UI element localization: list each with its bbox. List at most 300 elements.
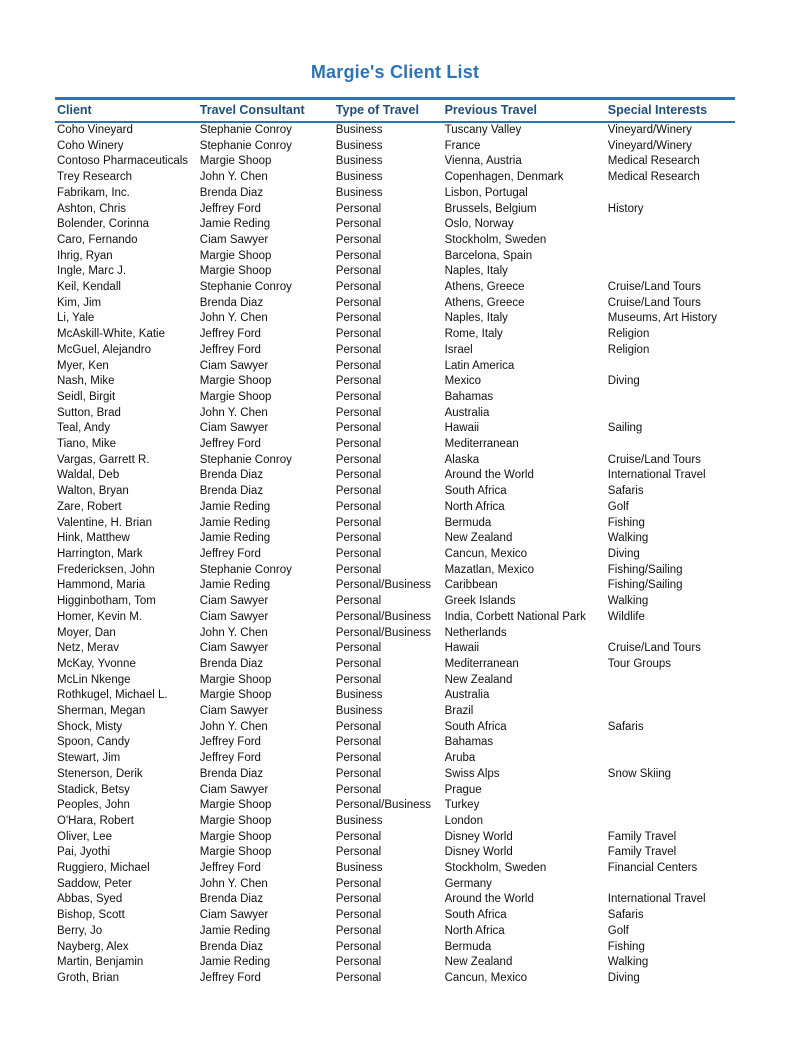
table-cell: France <box>444 139 481 152</box>
table-cell: Fishing/Sailing <box>607 563 683 576</box>
table-cell: Around the World <box>444 893 534 906</box>
table-cell: Personal <box>335 736 382 749</box>
table-cell: Sherman, Megan <box>57 705 146 718</box>
client-list-table <box>55 97 735 987</box>
table-row <box>55 453 735 469</box>
table-cell: Personal <box>335 595 382 608</box>
table-cell: Personal <box>335 296 382 309</box>
table-row <box>55 359 735 375</box>
table-row <box>55 673 735 689</box>
table-row <box>55 249 735 265</box>
table-cell: Saddow, Peter <box>57 877 132 890</box>
table-cell <box>606 673 735 689</box>
table-row <box>55 217 735 233</box>
table-cell: Stephanie Conroy <box>199 281 292 294</box>
table-cell: Vineyard/Winery <box>607 139 692 152</box>
table-cell: Stenerson, Derik <box>57 767 143 780</box>
table-cell: Margie Shoop <box>199 846 272 859</box>
table-cell: London <box>444 814 483 827</box>
table-cell: Personal <box>335 720 382 733</box>
table-cell: Margie Shoop <box>199 830 272 843</box>
table-cell: Vargas, Garrett R. <box>57 453 150 466</box>
table-cell: Stewart, Jim <box>57 752 121 765</box>
table-cell: John Y. Chen <box>199 877 268 890</box>
table-cell: Jeffrey Ford <box>199 736 261 749</box>
table-row <box>55 688 735 704</box>
table-cell: International Travel <box>607 469 706 482</box>
table-cell: Jamie Reding <box>199 579 271 592</box>
table-cell: Bahamas <box>444 390 494 403</box>
table-row <box>55 877 735 893</box>
table-cell: Ingle, Marc J. <box>57 265 127 278</box>
table-cell: Fredericksen, John <box>57 563 155 576</box>
table-cell: Religion <box>607 328 650 341</box>
table-cell: Hawaii <box>444 422 480 435</box>
table-row <box>55 154 735 170</box>
table-cell: Martin, Benjamin <box>57 956 144 969</box>
table-row <box>55 830 735 846</box>
table-row <box>55 327 735 343</box>
table-cell: Jamie Reding <box>199 218 271 231</box>
table-cell: Jamie Reding <box>199 532 271 545</box>
table-row <box>55 814 735 830</box>
table-cell: Personal <box>335 438 382 451</box>
table-cell: Margie Shoop <box>199 249 272 262</box>
table-cell: Margie Shoop <box>199 375 272 388</box>
table-cell: Personal/Business <box>335 799 432 812</box>
table-cell: Diving <box>607 547 640 560</box>
table-cell <box>606 751 735 767</box>
table-cell: Fabrikam, Inc. <box>57 186 130 199</box>
table-cell: Cancun, Mexico <box>444 971 528 984</box>
table-cell: Ciam Sawyer <box>199 359 269 372</box>
table-cell: Margie Shoop <box>199 155 272 168</box>
table-cell: Valentine, H. Brian <box>57 516 153 529</box>
table-cell: Family Travel <box>607 846 677 859</box>
table-cell: Museums, Art History <box>607 312 718 325</box>
table-cell: Margie Shoop <box>199 390 272 403</box>
table-cell: Netz, Merav <box>57 642 119 655</box>
table-cell: Walton, Bryan <box>57 485 129 498</box>
table-cell: Disney World <box>444 846 513 859</box>
table-cell: Kim, Jim <box>57 296 102 309</box>
table-cell: Personal <box>335 218 382 231</box>
table-cell <box>606 437 735 453</box>
table-cell: John Y. Chen <box>199 312 268 325</box>
table-cell: Brenda Diaz <box>199 657 264 670</box>
table-cell: O'Hara, Robert <box>57 814 134 827</box>
table-cell: Personal <box>335 328 382 341</box>
column-header-client: Client <box>57 103 92 117</box>
table-cell: Personal/Business <box>335 610 432 623</box>
table-cell: Personal <box>335 752 382 765</box>
table-cell: Personal <box>335 547 382 560</box>
table-cell <box>606 217 735 233</box>
table-cell: Jeffrey Ford <box>199 438 261 451</box>
table-cell: Personal <box>335 281 382 294</box>
table-cell: Personal <box>335 893 382 906</box>
table-cell <box>606 735 735 751</box>
table-cell <box>606 783 735 799</box>
table-cell: Business <box>335 705 383 718</box>
column-header-special-interests: Special Interests <box>607 103 708 117</box>
table-cell: Higginbotham, Tom <box>57 595 156 608</box>
table-cell: Jeffrey Ford <box>199 343 261 356</box>
table-cell: Lisbon, Portugal <box>444 186 528 199</box>
table-row <box>55 594 735 610</box>
table-cell: Ashton, Chris <box>57 202 127 215</box>
table-row <box>55 170 735 186</box>
table-cell: Personal <box>335 909 382 922</box>
table-row <box>55 720 735 736</box>
table-cell: New Zealand <box>444 673 513 686</box>
table-cell: Walking <box>607 595 649 608</box>
table-cell: Vineyard/Winery <box>607 124 692 136</box>
table-cell: Homer, Kevin M. <box>57 610 142 623</box>
table-cell: International Travel <box>607 893 706 906</box>
table-cell: Israel <box>444 343 473 356</box>
table-cell: Diving <box>607 375 640 388</box>
table-cell: Rothkugel, Michael L. <box>57 689 168 702</box>
table-cell: Personal <box>335 563 382 576</box>
table-cell: Naples, Italy <box>444 312 508 325</box>
table-cell: Personal <box>335 657 382 670</box>
table-cell: Sutton, Brad <box>57 406 121 419</box>
table-cell: Caro, Fernando <box>57 233 138 246</box>
table-row <box>55 343 735 359</box>
table-cell: Oliver, Lee <box>57 830 112 843</box>
table-cell: Fishing/Sailing <box>607 579 683 592</box>
table-cell: Personal <box>335 249 382 262</box>
table-cell: Safaris <box>607 909 644 922</box>
table-cell: Personal <box>335 469 382 482</box>
table-cell: Personal <box>335 642 382 655</box>
table-cell <box>606 186 735 202</box>
table-cell: Rome, Italy <box>444 328 503 341</box>
table-cell: Hammond, Maria <box>57 579 146 592</box>
table-cell: Jeffrey Ford <box>199 547 261 560</box>
table-cell: Mexico <box>444 375 482 388</box>
table-cell: Ciam Sawyer <box>199 610 269 623</box>
column-header-type-of-travel: Type of Travel <box>335 103 419 117</box>
table-cell: Zare, Robert <box>57 500 122 513</box>
table-cell: Personal <box>335 500 382 513</box>
table-cell: Personal <box>335 956 382 969</box>
column-header-previous-travel: Previous Travel <box>444 103 538 117</box>
table-cell: Brazil <box>444 705 474 718</box>
table-cell: Brenda Diaz <box>199 186 264 199</box>
table-cell: Personal <box>335 673 382 686</box>
table-row <box>55 484 735 500</box>
table-cell: John Y. Chen <box>199 406 268 419</box>
table-cell: Personal <box>335 971 382 984</box>
table-cell: John Y. Chen <box>199 171 268 184</box>
table-cell <box>606 359 735 375</box>
table-cell: Ciam Sawyer <box>199 783 269 796</box>
table-cell: Jamie Reding <box>199 516 271 529</box>
table-cell: Coho Vineyard <box>57 124 133 136</box>
table-cell: Personal <box>335 312 382 325</box>
table-row <box>55 516 735 532</box>
table-cell: Margie Shoop <box>199 265 272 278</box>
table-cell <box>606 626 735 642</box>
table-cell <box>606 233 735 249</box>
table-cell: Stockholm, Sweden <box>444 233 547 246</box>
table-cell <box>606 798 735 814</box>
table-cell: Mediterranean <box>444 438 519 451</box>
table-cell: Personal <box>335 485 382 498</box>
table-cell: Personal <box>335 830 382 843</box>
table-cell: Brenda Diaz <box>199 767 264 780</box>
table-cell: Tour Groups <box>607 657 672 670</box>
table-row <box>55 139 735 155</box>
table-cell: Sailing <box>607 422 643 435</box>
table-cell: Margie Shoop <box>199 673 272 686</box>
table-cell: Fishing <box>607 516 645 529</box>
table-row <box>55 122 735 139</box>
table-cell: Cruise/Land Tours <box>607 281 701 294</box>
table-cell: North Africa <box>444 500 505 513</box>
table-row <box>55 311 735 327</box>
table-cell: Ciam Sawyer <box>199 595 269 608</box>
table-cell: Personal <box>335 265 382 278</box>
table-row <box>55 767 735 783</box>
table-cell: Hawaii <box>444 642 480 655</box>
table-cell: Athens, Greece <box>444 281 525 294</box>
table-cell: Cancun, Mexico <box>444 547 528 560</box>
table-cell: Germany <box>444 877 492 890</box>
table-cell: Personal <box>335 422 382 435</box>
table-cell: Personal <box>335 453 382 466</box>
table-cell: Business <box>335 862 383 875</box>
table-cell: Financial Centers <box>607 862 698 875</box>
table-cell <box>606 688 735 704</box>
table-cell: Religion <box>607 343 650 356</box>
table-cell: Athens, Greece <box>444 296 525 309</box>
table-cell: Pai, Jyothi <box>57 846 111 859</box>
table-cell: Personal <box>335 390 382 403</box>
table-cell: Personal <box>335 877 382 890</box>
table-row <box>55 626 735 642</box>
table-cell: Trey Research <box>57 171 132 184</box>
table-cell: Business <box>335 171 383 184</box>
table-cell: Medical Research <box>607 171 700 184</box>
table-row <box>55 657 735 673</box>
table-row <box>55 374 735 390</box>
table-cell: Family Travel <box>607 830 677 843</box>
table-cell: Brenda Diaz <box>199 485 264 498</box>
table-cell: Jamie Reding <box>199 956 271 969</box>
table-cell: Medical Research <box>607 155 700 168</box>
table-row <box>55 296 735 312</box>
table-cell: Naples, Italy <box>444 265 508 278</box>
table-cell: Groth, Brian <box>57 971 119 984</box>
table-cell: Diving <box>607 971 640 984</box>
table-cell: Golf <box>607 924 629 937</box>
table-cell: Jeffrey Ford <box>199 752 261 765</box>
table-cell: Walking <box>607 532 649 545</box>
table-cell: Turkey <box>444 799 480 812</box>
table-cell: Jeffrey Ford <box>199 862 261 875</box>
table-cell: South Africa <box>444 909 507 922</box>
table-cell: Keil, Kendall <box>57 281 121 294</box>
table-cell: Ciam Sawyer <box>199 233 269 246</box>
table-row <box>55 202 735 218</box>
table-cell: Personal <box>335 375 382 388</box>
table-cell: Australia <box>444 406 490 419</box>
table-cell: McKay, Yvonne <box>57 657 136 670</box>
table-row <box>55 751 735 767</box>
table-cell: Personal <box>335 359 382 372</box>
client-table-body <box>55 122 735 987</box>
table-row <box>55 783 735 799</box>
table-cell: Personal <box>335 202 382 215</box>
table-cell: Walking <box>607 956 649 969</box>
table-cell: Shock, Misty <box>57 720 123 733</box>
table-row <box>55 468 735 484</box>
table-row <box>55 437 735 453</box>
table-cell: Wildlife <box>607 610 645 623</box>
table-cell: Ciam Sawyer <box>199 705 269 718</box>
table-row <box>55 233 735 249</box>
table-cell: Stephanie Conroy <box>199 453 292 466</box>
table-cell: Australia <box>444 689 490 702</box>
table-cell: Swiss Alps <box>444 767 500 780</box>
table-row <box>55 563 735 579</box>
table-cell: Bermuda <box>444 516 492 529</box>
table-header-row <box>55 99 735 123</box>
table-cell <box>606 877 735 893</box>
table-cell: Golf <box>607 500 629 513</box>
table-cell: Business <box>335 814 383 827</box>
table-cell: Barcelona, Spain <box>444 249 533 262</box>
table-cell: Oslo, Norway <box>444 218 514 231</box>
table-cell: Cruise/Land Tours <box>607 296 701 309</box>
table-cell: John Y. Chen <box>199 720 268 733</box>
table-cell: Business <box>335 124 383 136</box>
table-cell: McAskill-White, Katie <box>57 328 165 341</box>
table-header <box>55 99 735 123</box>
table-cell: Jeffrey Ford <box>199 971 261 984</box>
table-row <box>55 531 735 547</box>
table-cell: Personal <box>335 532 382 545</box>
table-cell: Alaska <box>444 453 480 466</box>
table-cell: Personal <box>335 767 382 780</box>
table-cell: Ciam Sawyer <box>199 642 269 655</box>
table-cell: Cruise/Land Tours <box>607 453 701 466</box>
table-cell: North Africa <box>444 924 505 937</box>
table-cell: Netherlands <box>444 626 507 639</box>
table-cell: Margie Shoop <box>199 689 272 702</box>
table-cell: Around the World <box>444 469 534 482</box>
table-cell: John Y. Chen <box>199 626 268 639</box>
table-row <box>55 735 735 751</box>
table-cell: Stadick, Betsy <box>57 783 130 796</box>
table-row <box>55 610 735 626</box>
table-cell: Latin America <box>444 359 515 372</box>
table-row <box>55 861 735 877</box>
table-cell: Disney World <box>444 830 513 843</box>
table-cell: Hink, Matthew <box>57 532 130 545</box>
table-cell: Brenda Diaz <box>199 940 264 953</box>
table-row <box>55 406 735 422</box>
table-row <box>55 500 735 516</box>
column-header-travel-consultant: Travel Consultant <box>199 103 305 117</box>
table-cell: Nayberg, Alex <box>57 940 129 953</box>
table-row <box>55 280 735 296</box>
table-cell: Mediterranean <box>444 657 519 670</box>
table-cell: Personal <box>335 846 382 859</box>
table-cell: Business <box>335 186 383 199</box>
table-cell: Stockholm, Sweden <box>444 862 547 875</box>
table-cell: Safaris <box>607 485 644 498</box>
table-cell: Tuscany Valley <box>444 124 522 136</box>
table-cell: McLin Nkenge <box>57 673 131 686</box>
table-cell: Stephanie Conroy <box>199 139 292 152</box>
table-row <box>55 704 735 720</box>
table-cell: Aruba <box>444 752 476 765</box>
table-cell: Jeffrey Ford <box>199 202 261 215</box>
table-cell: Ciam Sawyer <box>199 909 269 922</box>
table-cell: Personal <box>335 783 382 796</box>
table-cell: Vienna, Austria <box>444 155 522 168</box>
table-cell: South Africa <box>444 720 507 733</box>
table-cell: Safaris <box>607 720 644 733</box>
table-cell: Brussels, Belgium <box>444 202 537 215</box>
table-cell: Margie Shoop <box>199 814 272 827</box>
table-cell: Personal/Business <box>335 626 432 639</box>
table-row <box>55 892 735 908</box>
table-cell <box>606 406 735 422</box>
table-cell: Business <box>335 155 383 168</box>
table-cell: Prague <box>444 783 482 796</box>
table-cell <box>606 814 735 830</box>
table-cell: Business <box>335 689 383 702</box>
table-row <box>55 390 735 406</box>
table-row <box>55 924 735 940</box>
table-cell: Caribbean <box>444 579 498 592</box>
table-cell: Peoples, John <box>57 799 130 812</box>
table-row <box>55 641 735 657</box>
table-cell: McGuel, Alejandro <box>57 343 151 356</box>
table-cell: Stephanie Conroy <box>199 124 292 136</box>
table-cell: Snow Skiing <box>607 767 672 780</box>
table-cell: South Africa <box>444 485 507 498</box>
table-cell: Brenda Diaz <box>199 296 264 309</box>
table-cell: Stephanie Conroy <box>199 563 292 576</box>
table-cell: Personal <box>335 406 382 419</box>
table-cell: Jamie Reding <box>199 500 271 513</box>
table-cell: Personal <box>335 516 382 529</box>
table-cell <box>606 264 735 280</box>
table-cell: Personal <box>335 233 382 246</box>
table-row <box>55 578 735 594</box>
table-row <box>55 971 735 987</box>
table-cell: Harrington, Mark <box>57 547 143 560</box>
table-cell: Nash, Mike <box>57 375 115 388</box>
table-cell: Li, Yale <box>57 312 95 325</box>
table-cell: Waldal, Deb <box>57 469 120 482</box>
table-cell: Ruggiero, Michael <box>57 862 150 875</box>
table-cell: Bahamas <box>444 736 494 749</box>
table-cell: Personal/Business <box>335 579 432 592</box>
table-cell: Coho Winery <box>57 139 124 152</box>
table-row <box>55 547 735 563</box>
table-cell <box>606 704 735 720</box>
table-cell: Cruise/Land Tours <box>607 642 701 655</box>
table-row <box>55 845 735 861</box>
table-cell: Seidl, Birgit <box>57 390 116 403</box>
